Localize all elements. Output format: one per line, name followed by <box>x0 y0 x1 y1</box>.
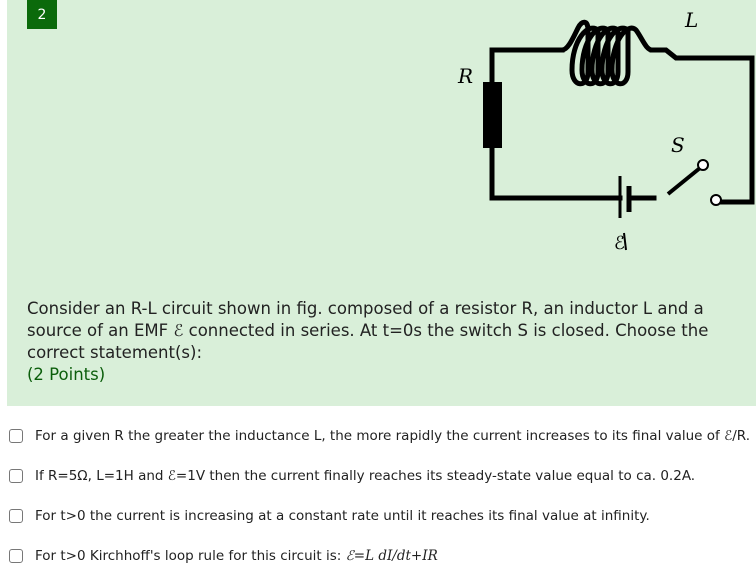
switch-contact-top <box>698 160 708 170</box>
emf-label: ℰ <box>614 233 625 254</box>
question-number-badge <box>27 0 57 29</box>
switch-contact-bottom <box>711 195 721 205</box>
circuit-wire-top-right <box>652 50 752 202</box>
switch-label: S <box>671 133 685 157</box>
resistor <box>483 82 502 148</box>
question-points: (2 Points) <box>27 365 106 384</box>
option-4-label <box>35 548 438 564</box>
question-text: Consider an R-L circuit shown in fig. composed of a resistor R, an inductor L and a source of an EMF ℰ connected in series. At t=0s the switch S is closed. Choose the correct statement(s): <box>27 299 709 362</box>
resistor-label: R <box>458 64 474 88</box>
option-3[interactable] <box>9 506 650 526</box>
circuit-figure <box>440 0 756 260</box>
option-2-label: If R=5Ω, L=1H and ℰ=1V then the current finally reaches its steady-state value equal to ca. 0.2A. <box>35 468 696 484</box>
option-2-checkbox[interactable] <box>9 469 23 483</box>
switch-arm <box>668 168 700 194</box>
option-3-label: For t>0 the current is increasing at a constant rate until it reaches its final value at infinity. <box>35 508 650 524</box>
option-3-checkbox[interactable] <box>9 509 23 523</box>
option-4-formula: ℰ=L dI/dt+IR <box>345 548 438 564</box>
option-2[interactable] <box>9 466 695 486</box>
option-1[interactable] <box>9 426 750 446</box>
option-1-label: For a given R the greater the inductance L, the more rapidly the current increases to its final value of ℰ/R. <box>35 428 750 444</box>
option-1-checkbox[interactable] <box>9 429 23 443</box>
option-4-checkbox[interactable] <box>9 549 23 563</box>
inductor-coil <box>562 22 652 84</box>
option-4[interactable] <box>9 546 438 566</box>
inductor-label: L <box>685 8 699 32</box>
question-number: 2 <box>37 6 47 23</box>
option-4-label-text: For t>0 Kirchhoff's loop rule for this circuit is: <box>35 548 346 564</box>
options-list <box>0 406 756 586</box>
